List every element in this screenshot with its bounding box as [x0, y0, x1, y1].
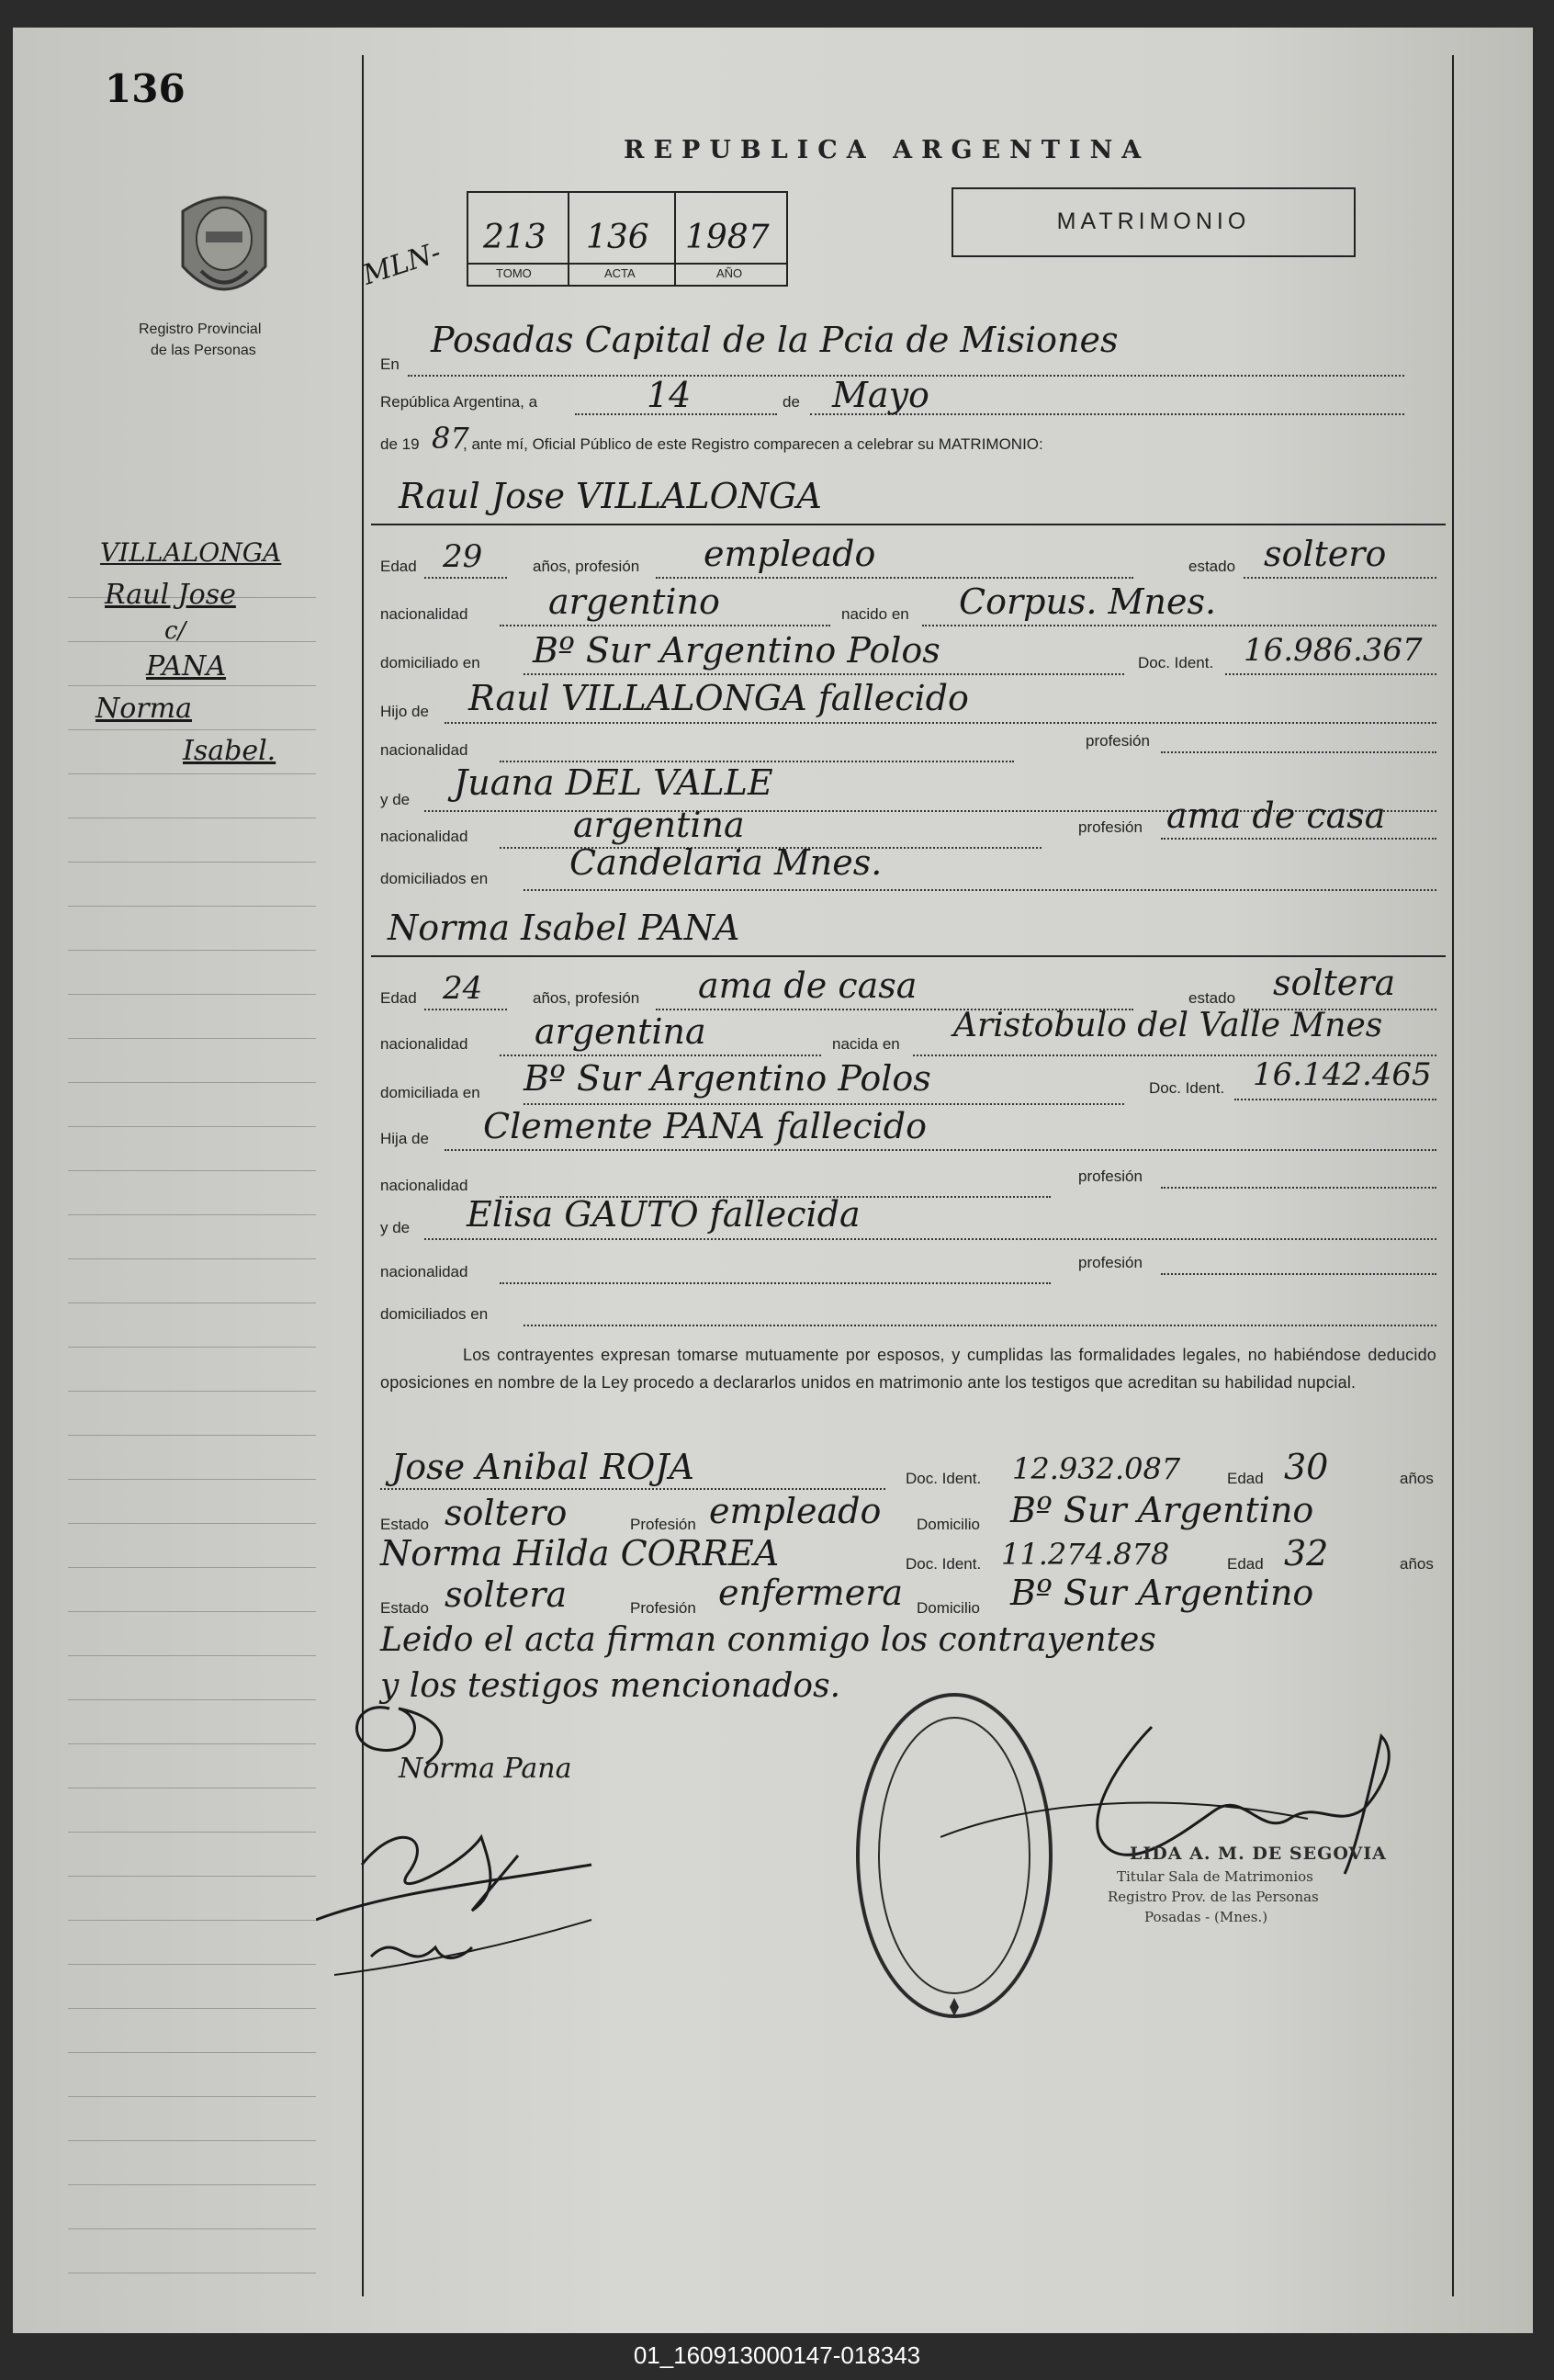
groom-madre-profesion: ama de casa — [1166, 795, 1386, 836]
official-office: Registro Prov. de las Personas — [1108, 1889, 1319, 1905]
place-text: Posadas Capital de la Pcia de Misiones — [431, 320, 1119, 360]
bride-madre-prof-label: profesión — [1078, 1254, 1143, 1271]
witness-doc: 11.274.878 — [1001, 1537, 1170, 1572]
bride-name: Norma Isabel PANA — [388, 908, 740, 948]
witness-estado: soltero — [445, 1493, 568, 1533]
groom-madre-prof-label: profesión — [1078, 818, 1143, 836]
groom-doc-label: Doc. Ident. — [1138, 654, 1214, 671]
bride-padre-nac-label: nacionalidad — [380, 1177, 468, 1194]
ano-label: AÑO — [716, 266, 743, 280]
witness-profesion: enfermera — [718, 1573, 904, 1613]
bride-doc-label: Doc. Ident. — [1149, 1079, 1225, 1097]
record-prefix: MLN- — [358, 236, 445, 292]
groom-madre-nac-label: nacionalidad — [380, 828, 468, 845]
official-city: Posadas - (Mnes.) — [1144, 1909, 1268, 1925]
groom-doc: 16.986.367 — [1244, 632, 1423, 669]
groom-nacido: Corpus. Mnes. — [959, 581, 1217, 622]
month-value: Mayo — [832, 375, 929, 415]
coat-of-arms-emblem — [169, 184, 279, 312]
groom-madre: Juana DEL VALLE — [454, 762, 773, 803]
year-suffix: 87 — [432, 421, 469, 456]
bride-estado: soltera — [1273, 963, 1396, 1003]
witness-doc-label: Doc. Ident. — [906, 1470, 982, 1487]
witness-estado-label: Estado — [380, 1516, 429, 1533]
groom-anos-profesion-label: años, profesión — [533, 558, 640, 575]
margin-note-line: Norma — [96, 693, 192, 725]
acta-value: 136 — [586, 219, 649, 256]
groom-madre-nacionalidad: argentina — [573, 805, 745, 845]
witness-edad-label: Edad — [1227, 1555, 1264, 1573]
groom-estado-label: estado — [1188, 558, 1236, 575]
margin-note-line: VILLALONGA — [100, 537, 282, 568]
witness-edad: 30 — [1284, 1447, 1329, 1487]
registry-name-line2: de las Personas — [151, 343, 256, 358]
registry-name-line1: Registro Provincial — [139, 321, 262, 337]
margin-note-line: Isabel. — [183, 735, 276, 767]
witness-estado: soltera — [445, 1574, 568, 1615]
margin-note-line: PANA — [146, 650, 227, 682]
bride-madre: Elisa GAUTO fallecida — [467, 1194, 861, 1235]
acta-label: ACTA — [604, 266, 636, 280]
witness-domicilio: Bº Sur Argentino — [1010, 1573, 1314, 1613]
bride-padre: Clemente PANA fallecido — [483, 1106, 927, 1146]
witness-edad-label: Edad — [1227, 1470, 1264, 1487]
bride-padre-prof-label: profesión — [1078, 1167, 1143, 1185]
official-title: Titular Sala de Matrimonios — [1117, 1868, 1313, 1885]
witness-profesion-label: Profesión — [630, 1599, 696, 1617]
groom-nacionalidad-label: nacionalidad — [380, 605, 468, 623]
groom-padres-domicilio: Candelaria Mnes. — [569, 842, 883, 883]
witness-anos-label: años — [1400, 1470, 1434, 1487]
declaration-text: Los contrayentes expresan tomarse mutuamente por esposos, y cumplidas las formalidades legales, no habiéndose deducido oposiciones en nombre de la Ley procedo a declararlos unidos en matrimonio ante los testigos que acreditan su habilidad nupcial. — [380, 1346, 1436, 1392]
intro-text: , ante mí, Oficial Público de este Registro comparecen a celebrar su MATRIMONIO: — [463, 435, 1043, 453]
republica-label: República Argentina, a — [380, 393, 538, 411]
record-ref-box — [467, 191, 788, 287]
bride-madre-nac-label: nacionalidad — [380, 1263, 468, 1280]
tomo-value: 213 — [483, 219, 546, 256]
groom-domicilio: Bº Sur Argentino Polos — [533, 630, 940, 671]
bride-domicilio: Bº Sur Argentino Polos — [524, 1058, 931, 1099]
bride-nacida-label: nacida en — [832, 1035, 900, 1053]
right-rule — [1452, 55, 1454, 2296]
groom-yde-label: y de — [380, 791, 411, 808]
bride-estado-label: estado — [1188, 989, 1236, 1007]
bride-nacionalidad: argentina — [535, 1011, 706, 1052]
bride-doc: 16.142.465 — [1253, 1056, 1432, 1093]
groom-hijo-label: Hijo de — [380, 703, 429, 720]
image-id-footer: 01_160913000147-018343 — [633, 2341, 921, 2369]
witness-edad: 32 — [1284, 1533, 1329, 1574]
groom-domicilio-label: domiciliado en — [380, 654, 480, 671]
groom-domiciliados-label: domiciliados en — [380, 870, 489, 887]
witness-name: Norma Hilda CORREA — [380, 1533, 780, 1574]
groom-padre: Raul VILLALONGA fallecido — [468, 678, 969, 718]
groom-name: Raul Jose VILLALONGA — [399, 476, 822, 516]
bride-nacionalidad-label: nacionalidad — [380, 1035, 468, 1053]
bride-profesion: ama de casa — [698, 965, 918, 1006]
witness-doc-label: Doc. Ident. — [906, 1555, 982, 1573]
witness-domicilio-label: Domicilio — [917, 1599, 980, 1617]
witness-domicilio-label: Domicilio — [917, 1516, 980, 1533]
bride-anos-profesion-label: años, profesión — [533, 989, 640, 1007]
official-name: LIDA A. M. DE SEGOVIA — [1130, 1844, 1387, 1864]
closing-line: y los testigos mencionados. — [380, 1667, 841, 1705]
day-value: 14 — [647, 375, 692, 415]
groom-profesion: empleado — [704, 534, 876, 574]
en-label: En — [380, 355, 400, 373]
margin-note-line: c/ — [164, 617, 186, 645]
bride-edad: 24 — [443, 970, 483, 1007]
witness-anos-label: años — [1400, 1555, 1434, 1573]
year-prefix: de 19 — [380, 435, 420, 453]
ano-value: 1987 — [685, 219, 770, 256]
de-label: de — [783, 393, 800, 411]
witness-domicilio: Bº Sur Argentino — [1010, 1490, 1314, 1530]
groom-nacionalidad: argentino — [548, 581, 720, 622]
bride-domiciliados-label: domiciliados en — [380, 1305, 489, 1323]
tomo-label: TOMO — [496, 266, 532, 280]
witness-estado-label: Estado — [380, 1599, 429, 1617]
act-type-box — [952, 187, 1356, 257]
groom-estado: soltero — [1264, 534, 1387, 574]
groom-edad: 29 — [443, 538, 483, 575]
groom-edad-label: Edad — [380, 558, 417, 575]
witness-name: Jose Anibal ROJA — [391, 1447, 694, 1487]
witness-profesion: empleado — [709, 1491, 882, 1531]
bride-signature-text: Norma Pana — [399, 1753, 572, 1785]
closing-line: Leido el acta firman conmigo los contrayentes — [380, 1621, 1156, 1659]
groom-padre-nac-label: nacionalidad — [380, 741, 468, 759]
margin-note-line: Raul Jose — [105, 579, 236, 611]
bride-hija-label: Hija de — [380, 1130, 429, 1147]
page-number: 136 — [105, 66, 186, 111]
bride-nacida: Aristobulo del Valle Mnes — [953, 1007, 1383, 1044]
groom-padre-prof-label: profesión — [1086, 732, 1150, 750]
bride-yde-label: y de — [380, 1219, 411, 1236]
groom-nacido-label: nacido en — [841, 605, 909, 623]
contracting-party-signatures — [316, 1681, 738, 2012]
register-page — [13, 28, 1533, 2333]
act-type-label: MATRIMONIO — [1056, 209, 1251, 234]
witness-doc: 12.932.087 — [1012, 1451, 1181, 1486]
bride-edad-label: Edad — [380, 989, 417, 1007]
country-heading: REPUBLICA ARGENTINA — [624, 136, 1151, 164]
witness-profesion-label: Profesión — [630, 1516, 696, 1533]
bride-domicilio-label: domiciliada en — [380, 1084, 480, 1101]
